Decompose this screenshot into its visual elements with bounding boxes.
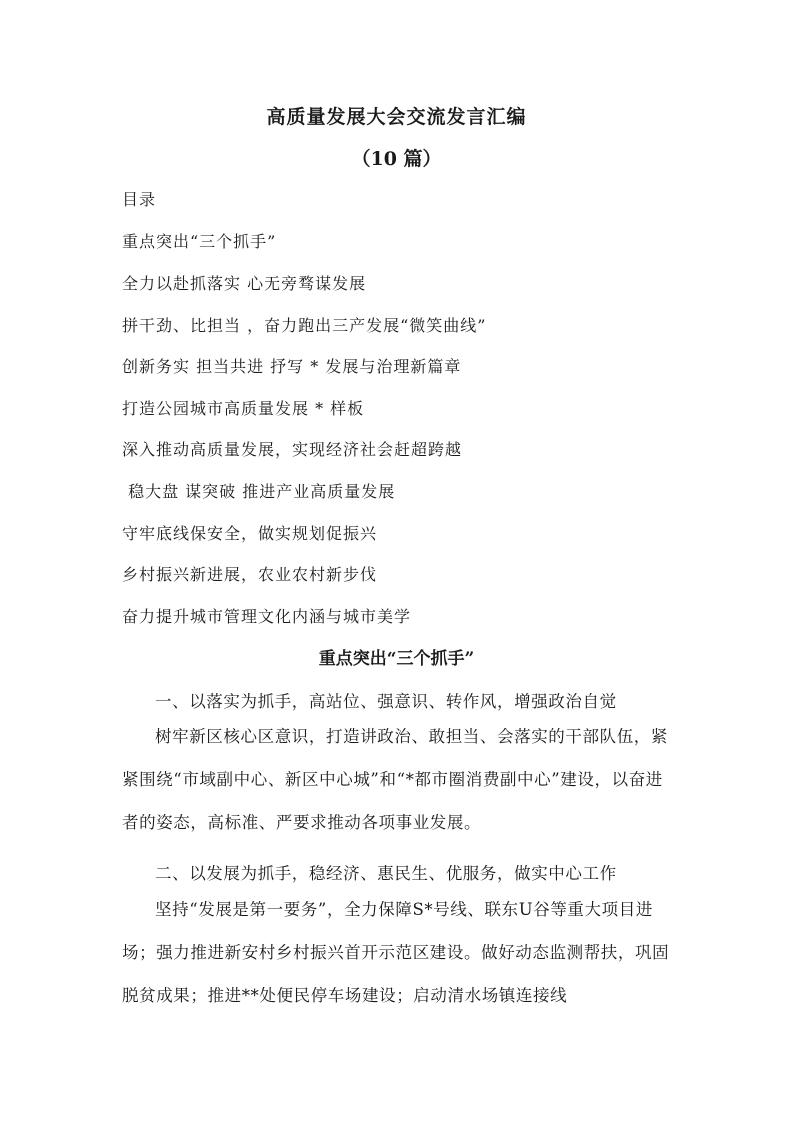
section-heading-1: 一、以落实为抓手，高站位、强意识、转作风，增强政治自觉: [155, 692, 617, 711]
toc-item: 乡村振兴新进展，农业农村新步伐: [122, 565, 378, 584]
document-title: 高质量发展大会交流发言汇编: [266, 106, 527, 128]
toc-item: 创新务实 担当共进 抒写 * 发展与治理新篇章: [122, 357, 462, 376]
body-paragraph-1: 树牢新区核心区意识，打造讲政治、敢担当、会落实的干部队伍，紧紧围绕“市域副中心、新区中心城”和“*都市圈消费副中心”建设，以奋进者的姿态，高标准、严要求推动各项事业发展。: [122, 727, 668, 832]
toc-item: 打造公园城市高质量发展 * 样板: [122, 399, 365, 418]
toc-item: 全力以赴抓落实 心无旁骛谋发展: [122, 274, 367, 293]
toc-item: 拼干劲、比担当 ，奋力跑出三产发展“微笑曲线”: [122, 316, 487, 335]
toc-item: 重点突出“三个抓手”: [122, 232, 277, 251]
toc-heading: 目录: [122, 190, 157, 209]
body-paragraph-2: 坚持“发展是第一要务”，全力保障S*号线、联东U谷等重大项目进场；强力推进新安村乡村振兴首开示范区建设。做好动态监测帮扶，巩固脱贫成果；推进**处便民停车场建设；启动清水场镇连接线: [122, 900, 670, 1005]
toc-item: 深入推动高质量发展，实现经济社会赶超跨越: [122, 440, 463, 459]
toc-item: 稳大盘 谋突破 推进产业高质量发展: [122, 482, 396, 501]
section-title: 重点突出“三个抓手”: [318, 649, 475, 669]
section-heading-2: 二、以发展为抓手，稳经济、惠民生、优服务，做实中心工作: [155, 864, 617, 883]
toc-item: 守牢底线保安全，做实规划促振兴: [122, 524, 378, 543]
toc-item: 奋力提升城市管理文化内涵与城市美学: [122, 607, 412, 626]
document-subtitle: （10 篇）: [351, 148, 442, 170]
